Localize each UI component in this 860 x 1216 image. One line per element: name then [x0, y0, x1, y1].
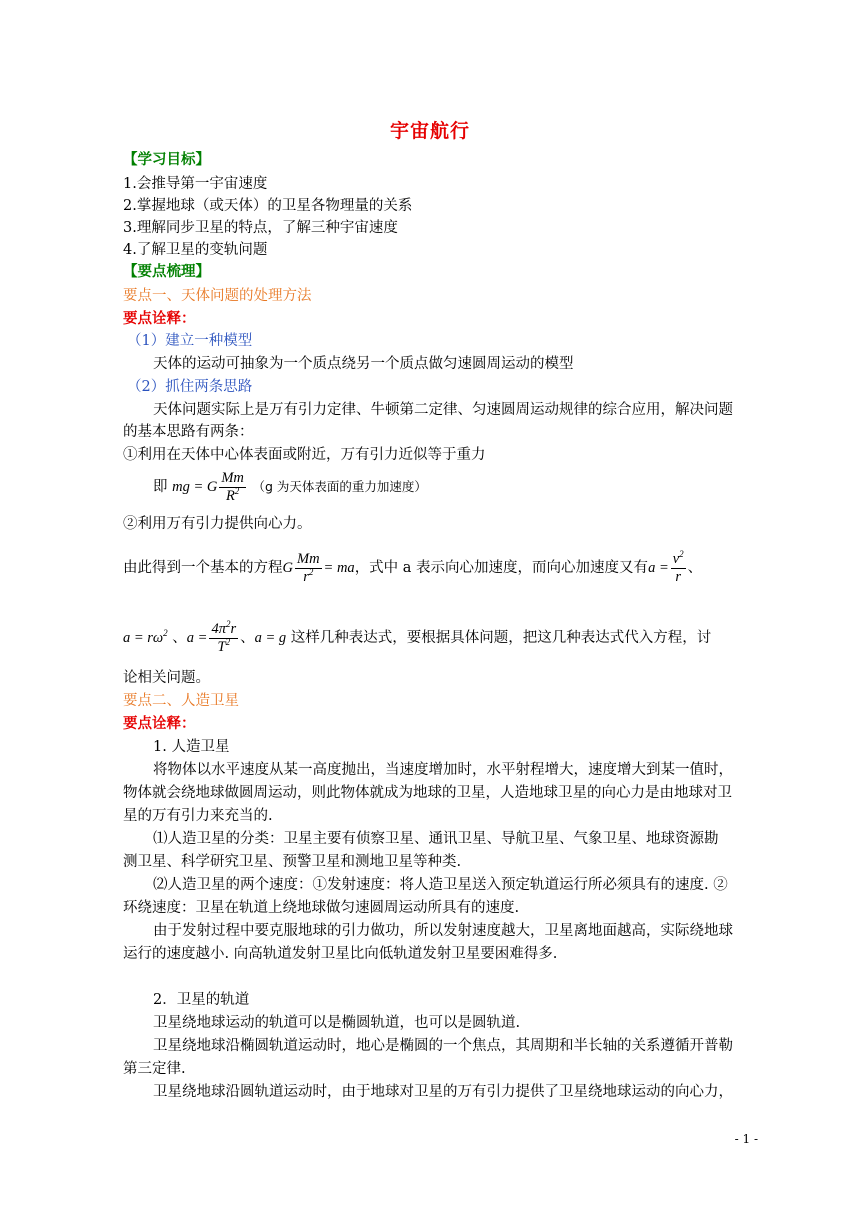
point1-sub1: （1）建立一种模型 [127, 333, 253, 349]
section-title: 2．卫星的轨道 [153, 992, 250, 1008]
equation-note: （g 为天体表面的重力加速度） [252, 478, 427, 494]
point2-note-label: 要点诠释： [123, 715, 196, 732]
fraction: $\frac{v^2}{r}$ [672, 549, 684, 585]
point1-sub2-text-cont: 的基本思路有两条： [123, 424, 254, 440]
paragraph-line: 测卫星、科学研究卫星、预警卫星和测地卫星等种类. [123, 854, 462, 870]
paragraph-line: 环绕速度：卫星在轨道上绕地球做匀速圆周运动所具有的速度. [123, 900, 520, 916]
goal-item: 4.了解卫星的变轨问题 [123, 242, 268, 258]
paragraph-line: 卫星绕地球沿椭圆轨道运动时，地心是椭圆的一个焦点，其周期和半长轴的关系遵循开普勒 [153, 1038, 733, 1054]
goal-item: 2.掌握地球（或天体）的卫星各物理量的关系 [123, 198, 413, 214]
paragraph-line: 物体就会绕地球做圆周运动，则此物体就成为地球的卫星，人造地球卫星的向心力是由地球对卫 [123, 785, 732, 801]
point1-sub1-text: 天体的运动可抽象为一个质点绕另一个质点做匀速圆周运动的模型 [153, 356, 574, 372]
section-title: 1. 人造卫星 [153, 739, 230, 755]
paragraph-line: 第三定律. [123, 1061, 186, 1077]
gravity-equation-line [153, 470, 427, 505]
accel-forms-tail: 论相关问题。 [123, 670, 210, 686]
page-number: - 1 - [734, 1132, 758, 1146]
accel-formula-v: a = $\frac{v^2}{r}$ [648, 549, 684, 585]
paragraph-line: ⑵人造卫星的两个速度：①发射速度：将人造卫星送入预定轨道运行所必须具有的速度. ② [153, 877, 728, 893]
equation-prefix: 即 [153, 478, 168, 495]
idea1-text: ①利用在天体中心体表面或附近，万有引力近似等于重力 [123, 447, 486, 463]
fraction: $\frac{4\pi^2r}{T^2}$ [211, 619, 237, 655]
basic-equation: G $\frac{Mm}{r^2}$ = ma [282, 551, 355, 585]
paragraph-line: 运行的速度越小. 向高轨道发射卫星比向低轨道发射卫星要困难得多. [123, 946, 558, 962]
page-title: 宇宙航行 [389, 120, 470, 142]
point1-sub2-text: 天体问题实际上是万有引力定律、牛顿第二定律、匀速圆周运动规律的综合应用，解决问题 [153, 402, 733, 418]
goal-item: 3.理解同步卫星的特点，了解三种宇宙速度 [123, 220, 398, 236]
accel-formula-period: a = $\frac{4\pi^2r}{T^2}$ [186, 619, 237, 655]
point1-heading: 要点一、天体问题的处理方法 [123, 288, 312, 304]
paragraph-line: 星的万有引力来充当的. [123, 808, 273, 824]
point2-heading: 要点二、人造卫星 [123, 693, 239, 709]
accel-formula-omega: $a = r\omega^2$ [123, 627, 168, 646]
basic-equation-end: 、 [687, 559, 703, 576]
fraction: $\frac{Mm}{r^2}$ [296, 551, 320, 585]
accel-forms-text: 这样几种表达式，要根据具体问题，把这几种表达式代入方程，讨 [290, 629, 712, 646]
goal-item: 1.会推导第一宇宙速度 [123, 176, 268, 192]
fraction: $\frac{Mm}{R^2}$ [221, 470, 244, 504]
point1-sub2: （2）抓住两条思路 [127, 379, 253, 395]
paragraph-line: 卫星绕地球运动的轨道可以是椭圆轨道，也可以是圆轨道. [153, 1015, 521, 1031]
paragraph-line: 将物体以水平速度从某一高度抛出，当速度增加时，水平射程增大，速度增大到某一值时， [153, 762, 733, 778]
point1-note-label: 要点诠释： [123, 310, 196, 327]
basic-equation-mid: ，式中 a 表示向心加速度，而向心加速度又有 [354, 559, 649, 576]
paragraph-line: 由于发射过程中要克服地球的引力做功，所以发射速度越大，卫星离地面越高，实际绕地球 [153, 923, 733, 939]
basic-equation-prefix: 由此得到一个基本的方程 [123, 559, 283, 576]
summary-heading: 【要点梳理】 [123, 263, 210, 280]
goals-heading: 【学习目标】 [123, 151, 210, 168]
idea2-text: ②利用万有引力提供向心力。 [123, 516, 312, 532]
paragraph-line: ⑴人造卫星的分类：卫星主要有侦察卫星、通讯卫星、导航卫星、气象卫星、地球资源勘 [153, 831, 719, 847]
paragraph-line: 卫星绕地球沿圆轨道运动时，由于地球对卫星的万有引力提供了卫星绕地球运动的向心力， [153, 1084, 733, 1100]
accel-formula-g: a = g [254, 629, 287, 646]
accel-forms-line: $a = r\omega^2$ 、a = $\frac{4\pi^2r}{T^2}$ 、a = g 这样几种表达式，要根据具体问题，把这几种表达式代入方程，讨 [123, 619, 712, 655]
gravity-equation: mg = G $\frac{Mm}{R^2}$ [172, 470, 244, 504]
basic-equation-line [123, 551, 702, 586]
